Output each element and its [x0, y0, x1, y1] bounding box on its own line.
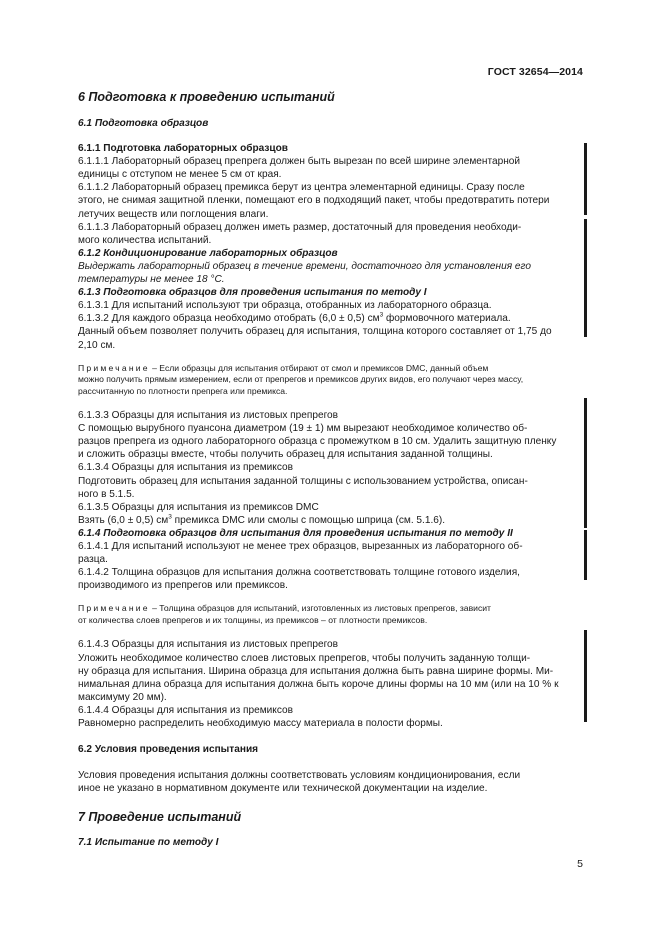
superscript: 3: [168, 513, 172, 521]
paragraph-6-1-1-1-line: единицы с отступом не менее 5 см от края.: [78, 169, 282, 181]
paragraph-6-2-line: иное не указано в нормативном документе или технической документации на изделие.: [78, 783, 488, 795]
paragraph-6-1-1-2-line: 6.1.1.2 Лабораторный образец премикса берут из центра элементарной единицы. Сразу после: [78, 182, 525, 194]
paragraph-6-1-1-3-line: 6.1.1.3 Лабораторный образец должен иметь размер, достаточный для проведения необходи-: [78, 221, 522, 233]
paragraph-6-1-4-3-heading: 6.1.4.3 Образцы для испытания из листовых препрегов: [78, 639, 339, 651]
paragraph-6-1-1-2-line: этого, не снимая защитной пленки, помещают его в подходящий пакет, чтобы предотвратить потери: [78, 195, 550, 207]
subsection-7-1-heading: 7.1 Испытание по методу I: [78, 837, 219, 849]
change-bar: [584, 630, 587, 722]
paragraph-6-1-3-4-line: Подготовить образец для испытания заданной толщины с использованием устройства, описан-: [78, 475, 528, 487]
text-segment: премикса DMC или смолы с помощью шприца (см. 5.1.6).: [171, 514, 446, 526]
paragraph-6-1-3-3-line: и сложить образцы вместе, чтобы получить образец для испытания заданной толщины.: [78, 449, 493, 461]
subsection-6-1-2-heading: 6.1.2 Кондиционирование лабораторных образцов: [78, 247, 338, 259]
subsection-6-1-heading: 6.1 Подготовка образцов: [78, 118, 209, 129]
section-6-heading: 6 Подготовка к проведению испытаний: [78, 90, 335, 104]
paragraph-6-1-4-3-line: ну образца для испытания. Ширина образца для испытания должна быть равна ширине формы. Ми-: [78, 665, 554, 677]
document-body: [78, 89, 583, 849]
section-7-heading: 7 Проведение испытаний: [78, 810, 242, 825]
note-text: – Если образцы для испытания отбирают от смол и премиксов DMC, данный объем: [149, 362, 489, 373]
note-label: Примечание: [78, 362, 150, 373]
superscript: 3: [379, 311, 384, 319]
paragraph-6-1-2-line: температуры не менее 18 °С.: [78, 274, 225, 286]
note-2: [78, 603, 583, 626]
paragraph-6-1-3-5-heading: 6.1.3.5 Образцы для испытания из премиксов DMC: [78, 501, 319, 513]
paragraph-6-1-3-3-line: С помощью вырубного пуансона диаметром (19 ± 1) мм вырезают необходимое количество об-: [78, 423, 528, 435]
paragraph-6-1-3-2-line: Данный объем позволяет получить образец для испытания, толщина которого составляет от 1,75 до: [78, 326, 552, 338]
paragraph-6-1-4-3-line: Уложить необходимое количество слоев листовых препрегов, чтобы получить заданную толщи-: [78, 652, 531, 664]
change-bar: [584, 219, 587, 337]
paragraph-6-1-4-1-line: 6.1.4.1 Для испытаний используют не менее трех образцов, вырезанных из лабораторного об-: [78, 541, 523, 553]
subsection-6-2-heading: 6.2 Условия проведения испытания: [78, 744, 259, 756]
paragraph-6-2-line: Условия проведения испытания должны соответствовать условиям кондиционирования, если: [78, 770, 521, 782]
note-2-line: [78, 603, 583, 615]
change-bar: [584, 398, 587, 528]
note-1-line: [78, 363, 583, 375]
page-number: 5: [577, 858, 583, 870]
paragraph-6-1-4-4-heading: 6.1.4.4 Образцы для испытания из премиксов: [78, 704, 293, 716]
paragraph-6-1-3-4-line: ного в 5.1.5.: [78, 488, 135, 500]
paragraph-6-1-1-2-line: летучих веществ или поглощения влаги.: [78, 208, 269, 220]
paragraph-6-1-1-1-line: [78, 155, 583, 168]
text-segment: формовочного материала.: [383, 313, 511, 325]
paragraph-6-1-4-4-line: Равномерно распределить необходимую массу материала в полости формы.: [78, 717, 443, 729]
paragraph-6-1-4-2-line: производимого из препрегов или премиксов.: [78, 580, 288, 592]
text-segment: Взять (6,0 ± 0,5) см: [78, 514, 169, 526]
paragraph-6-1-3-2-line: 2,10 см.: [78, 339, 116, 351]
paragraph-6-1-4-3-line: максимуму 20 мм).: [78, 691, 167, 703]
subsection-6-1-3-heading: 6.1.3 Подготовка образцов для проведения испытания по методу I: [78, 287, 427, 299]
note-1-line: можно получить прямым измерением, если от препрегов и премиксов других видов, его получают через массу,: [78, 374, 524, 385]
text-line: 6.1.1.1 Лабораторный образец препрега должен быть вырезан по всей ширине элементарной: [78, 156, 521, 168]
paragraph-6-1-4-2-line: 6.1.4.2 Толщина образцов для испытания должна соответствовать толщине готового изделия,: [78, 567, 520, 579]
note-label: Примечание: [78, 603, 150, 614]
paragraph-6-1-3-2-line: [78, 312, 583, 325]
text-segment: 6.1.3.2 Для каждого образца необходимо отобрать (6,0 ± 0,5) см: [78, 313, 380, 325]
subsection-6-1-4-heading: 6.1.4 Подготовка образцов для испытания для проведения испытания по методу II: [78, 527, 513, 539]
paragraph-6-1-3-4-heading: 6.1.3.4 Образцы для испытания из премиксов: [78, 462, 293, 474]
change-bar: [584, 530, 587, 580]
paragraph-6-1-1-3-line: мого количества испытаний.: [78, 234, 212, 246]
standard-number: ГОСТ 32654—2014: [487, 66, 583, 78]
paragraph-6-1-3-3-line: разцов препрега из одного лабораторного образца с промежутком в 10 см. Удалить защитную пленку: [78, 436, 557, 448]
paragraph-6-1-3-1: 6.1.3.1 Для испытаний используют три образца, отобранных из лабораторного образца.: [78, 300, 492, 312]
note-1-line: рассчитанную по плотности препрега или премикса.: [78, 385, 288, 396]
paragraph-6-1-2-line: Выдержать лабораторный образец в течение времени, достаточного для установления его: [78, 260, 531, 272]
subsection-6-1-1-heading: 6.1.1 Подготовка лабораторных образцов: [78, 143, 288, 155]
note-text: – Толщина образцов для испытаний, изготовленных из листовых препрегов, зависит: [149, 603, 491, 614]
paragraph-6-1-3-3-heading: 6.1.3.3 Образцы для испытания из листовых препрегов: [78, 410, 339, 422]
paragraph-6-1-3-5-line: [78, 514, 583, 527]
paragraph-6-1-4-1-line: разца.: [78, 554, 108, 566]
paragraph-6-1-4-3-line: нимальная длина образца для испытания должна быть короче длины формы на 10 мм (или на 10 % к: [78, 678, 559, 690]
note-2-line: от количества слоев препрегов и их толщины, из премиксов – от плотности премиксов.: [78, 614, 428, 625]
note-1: [78, 363, 583, 398]
change-bar: [584, 143, 587, 215]
